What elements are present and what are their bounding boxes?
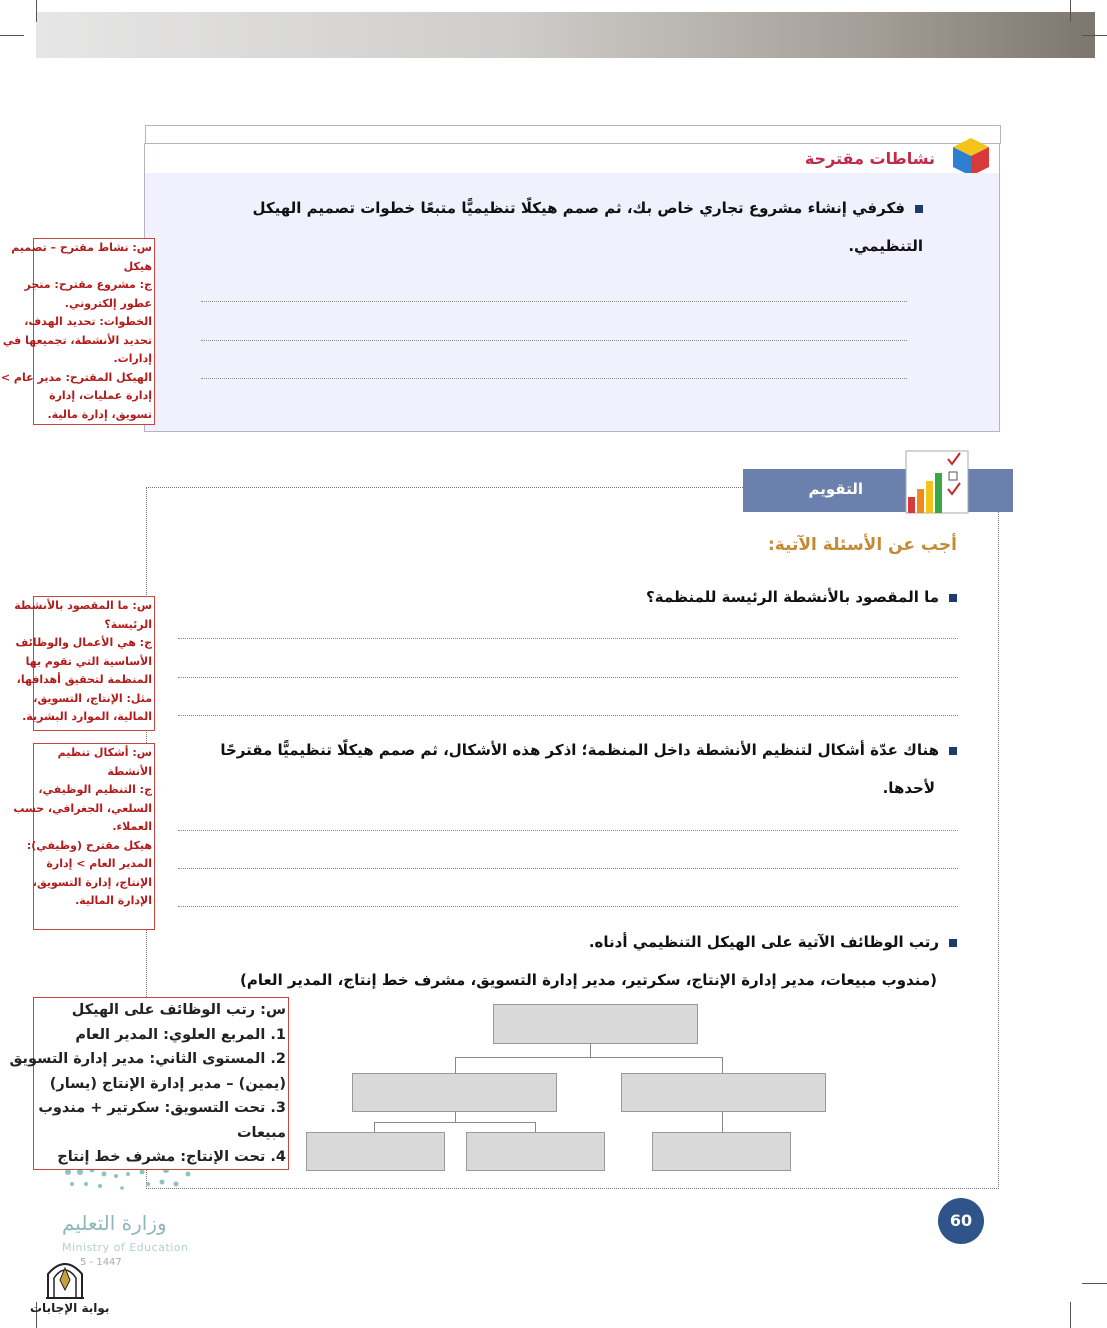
evaluation-title: التقويم [808, 480, 863, 498]
activities-header [144, 143, 1000, 175]
note-line: مثل: الإنتاج، التسويق، [33, 691, 152, 705]
eval-question-1 [646, 578, 957, 616]
page-number-badge: 60 [938, 1198, 984, 1244]
answer-line [178, 906, 958, 907]
crop-mark [0, 35, 24, 36]
answer-note-4 [9, 997, 289, 1170]
note-line: الإنتاج، إدارة التسويق، [32, 875, 152, 889]
answer-note-3 [13, 743, 155, 930]
chart-checklist-icon [902, 447, 972, 521]
activities-tab-frame [145, 125, 1001, 144]
answer-line [201, 340, 907, 341]
evaluation-subtitle: أجب عن الأسئلة الآتية: [767, 535, 957, 555]
activities-body [144, 173, 1000, 432]
note-line: (يمين) – مدير إدارة الإنتاج (يسار) [49, 1075, 286, 1092]
note-line: إدارة عمليات، إدارة [49, 389, 152, 402]
note-line: الهيكل المقترح: مدير عام > [0, 370, 152, 384]
note-line: س: نشاط مقترح – تصميم [11, 241, 152, 254]
answer-line [178, 638, 958, 639]
top-banner [36, 12, 1095, 58]
evaluation-header [743, 469, 1013, 512]
org-connector [455, 1057, 456, 1073]
activity-question-line2: التنظيمي. [848, 237, 923, 255]
answer-line [201, 301, 907, 302]
answer-note-2 [14, 596, 155, 731]
bullet-icon [949, 594, 957, 602]
note-line: الأنشطة [107, 764, 152, 778]
note-line: السلعي، الجغرافي، حسب [13, 801, 152, 815]
org-box-bottom-2[interactable] [466, 1132, 605, 1171]
answer-line [178, 677, 958, 678]
org-connector [722, 1111, 723, 1132]
crop-mark [1070, 1302, 1071, 1328]
ministry-name-english: Ministry of Education [62, 1241, 189, 1254]
note-line: هيكل [123, 259, 152, 273]
org-connector [455, 1057, 723, 1058]
note-line: الرئيسة؟ [104, 617, 152, 631]
org-connector [722, 1057, 723, 1073]
note-line: تسويق، إدارة مالية. [47, 407, 152, 421]
activity-question [252, 189, 923, 227]
note-line: العملاء. [112, 820, 152, 833]
note-line: هيكل مقترح (وظيفي): [26, 838, 152, 852]
activity-question-line1: فكرفي إنشاء مشروع تجاري خاص بك، ثم صمم هيكلًا تنظيميًّا متبعًا خطوات تصميم الهيكل [252, 199, 905, 217]
note-line: الخطوات: تحديد الهدف، [24, 315, 152, 328]
note-line: المدير العام > إدارة [46, 857, 152, 870]
org-box-mid-left[interactable] [352, 1073, 557, 1112]
org-connector [455, 1111, 456, 1122]
eval-question-3-options: (مندوب مبيعات، مدير إدارة الإنتاج، سكرتير، مدير إدارة التسويق، مشرف خط إنتاج، المدير العام) [239, 971, 937, 989]
note-line: 2. المستوى الثاني: مدير إدارة التسويق [9, 1051, 286, 1067]
bullet-icon [949, 747, 957, 755]
eval-question-3 [589, 923, 957, 961]
note-line: المنظمة لتحقيق أهدافها، [16, 673, 152, 686]
note-line: تحديد الأنشطة، تجميعها في [2, 333, 152, 347]
org-connector [374, 1122, 375, 1132]
answer-note-1 [0, 238, 155, 425]
note-line: الأساسية التي تقوم بها [25, 654, 152, 668]
eval-question-1-text: ما المقصود بالأنشطة الرئيسة للمنظمة؟ [646, 588, 939, 606]
eval-question-2-line1: هناك عدّة أشكال لتنظيم الأنشطة داخل المنظمة؛ اذكر هذه الأشكال، ثم صمم هيكلًا تنظيميًّا مقترحًا [220, 741, 939, 759]
bullet-icon [915, 205, 923, 213]
year-label: 5 - 1447 [80, 1257, 122, 1268]
activities-title: نشاطات مقترحة [804, 149, 935, 168]
note-line: س: ما المقصود بالأنشطة [14, 599, 152, 612]
note-line: مبيعات [236, 1124, 286, 1141]
answer-line [178, 830, 958, 831]
note-line: ج: مشروع مقترح: متجر [24, 278, 152, 291]
note-line: 3. تحت التسويق: سكرتير + مندوب [38, 1100, 286, 1116]
note-line: عطور إلكتروني. [64, 296, 152, 310]
portal-logo-icon [44, 1256, 86, 1304]
org-box-bottom-1[interactable] [306, 1132, 445, 1171]
crop-mark [1082, 1283, 1107, 1284]
org-box-mid-right[interactable] [621, 1073, 826, 1112]
crop-mark [36, 0, 37, 22]
note-line: 4. تحت الإنتاج: مشرف خط إنتاج [57, 1149, 286, 1165]
answer-line [201, 378, 907, 379]
note-line: ج: التنظيم الوظيفي، [38, 783, 152, 796]
note-line: المالية، الموارد البشرية. [22, 710, 152, 723]
org-connector [535, 1122, 536, 1132]
note-line: س: رتب الوظائف على الهيكل [71, 1002, 286, 1018]
eval-question-3-text: رتب الوظائف الآتية على الهيكل التنظيمي أدناه. [588, 933, 939, 951]
crop-mark [1070, 0, 1071, 22]
note-line: الإدارة المالية. [75, 894, 152, 907]
org-box-bottom-3[interactable] [652, 1132, 791, 1171]
note-line: ج: هي الأعمال والوظائف [15, 636, 152, 649]
answer-line [178, 715, 958, 716]
note-line: إدارات. [113, 352, 152, 365]
portal-name: بوابة الإجابات [30, 1301, 110, 1315]
org-box-top[interactable] [493, 1004, 698, 1044]
org-connector [590, 1043, 591, 1057]
bullet-icon [949, 939, 957, 947]
note-line: س: أشكال تنظيم [57, 746, 152, 759]
note-line: 1. المربع العلوي: المدير العام [75, 1026, 286, 1043]
eval-question-2 [220, 731, 957, 769]
eval-question-2-line2: لأحدها. [882, 779, 935, 797]
org-connector [374, 1122, 536, 1123]
answer-line [178, 868, 958, 869]
crop-mark [1082, 35, 1107, 36]
ministry-name-arabic: وزارة التعليم [62, 1211, 167, 1235]
